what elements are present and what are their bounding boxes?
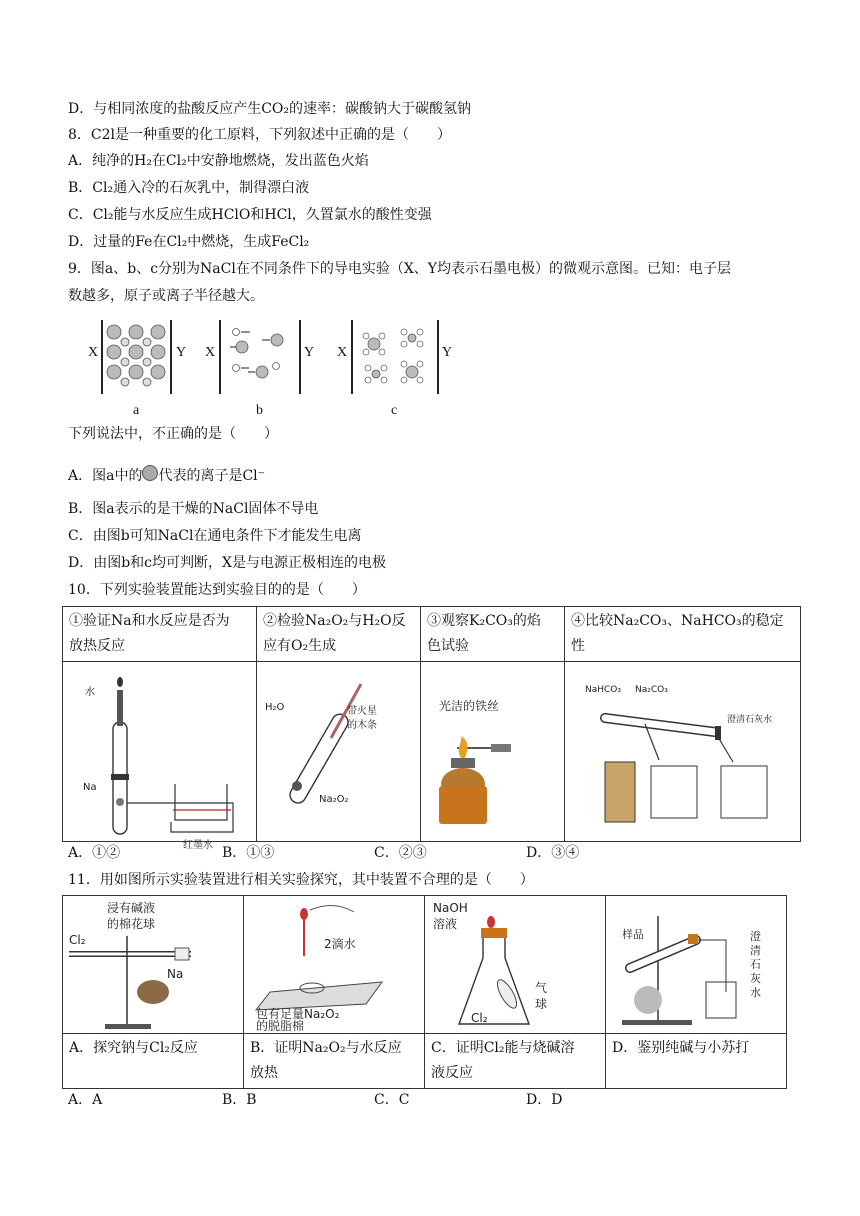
q10-fig-2 bbox=[257, 662, 420, 840]
q11-caption-a-line1: A．探究钠与Cl₂反应 bbox=[69, 1040, 198, 1056]
q9-option-c: C．由图b可知NaCl在通电条件下才能发生电离 bbox=[68, 528, 362, 544]
q11-label-wrap1: 包有足量Na₂O₂ bbox=[256, 1007, 340, 1021]
q9-option-a bbox=[68, 465, 265, 486]
q9-option-a-pre: A．图a中的 bbox=[68, 468, 143, 484]
q9-option-d: D．由图b和c均可判断，X是与电源正极相连的电极 bbox=[68, 555, 386, 571]
q10-header-1-line2: 放热反应 bbox=[69, 638, 125, 654]
q9-option-a-post: 代表的离子是Cl⁻ bbox=[158, 468, 266, 484]
q9-stem-line1: 9．图a、b、c分别为NaCl在不同条件下的导电实验（X、Y均表示石墨电极）的微观示意图。已知：电子层 bbox=[68, 261, 732, 277]
q11-stem: 11．用如图所示实验装置进行相关实验探究，其中装置不合理的是（ ） bbox=[68, 872, 534, 888]
q9-option-b: B．图a表示的是干燥的NaCl固体不导电 bbox=[68, 501, 319, 517]
q11-label-lime-3: 石 bbox=[750, 958, 761, 971]
q8-stem: 8．C2l是一种重要的化工原料，下列叙述中正确的是（ ） bbox=[68, 127, 452, 143]
q11-label-na: Na bbox=[167, 967, 184, 981]
q11-label-naoh1: NaOH bbox=[433, 901, 468, 915]
q9-stem-line2: 数越多，原子或离子半径越大。 bbox=[68, 288, 264, 304]
q10-label-splint2: 的木条 bbox=[347, 720, 377, 731]
q10-fig-1 bbox=[63, 662, 256, 851]
nacl-lattice bbox=[107, 325, 165, 386]
q10-header-3-line1: ③观察K₂CO₃的焰 bbox=[427, 613, 541, 629]
q8-option-b: B．Cl₂通入冷的石灰乳中，制得漂白液 bbox=[68, 180, 310, 196]
q10-answer-a: A．①② bbox=[68, 845, 121, 861]
q11-label-drops: 2滴水 bbox=[324, 937, 356, 951]
q9-fig-x-c: X bbox=[337, 345, 348, 360]
q11-label-lime-1: 澄 bbox=[750, 930, 761, 943]
q10-header-4-line2: 性 bbox=[571, 638, 585, 654]
q11-answer-a: A．A bbox=[68, 1092, 103, 1108]
q11-label-cotton1: 浸有碱液 bbox=[107, 901, 156, 915]
q9-fig-y-c: Y bbox=[442, 345, 453, 360]
q8-option-a: A．纯净的H₂在Cl₂中安静地燃烧，发出蓝色火焰 bbox=[68, 153, 369, 169]
q11-fig-b bbox=[244, 896, 424, 1032]
q11-label-balloon1: 气 bbox=[535, 981, 548, 995]
q10-label-na: Na bbox=[83, 782, 97, 793]
q11-label-lime-4: 灰 bbox=[750, 972, 761, 985]
q10-header-2-line1: ②检验Na₂O₂与H₂O反 bbox=[263, 613, 406, 629]
q11-label-lime-2: 清 bbox=[750, 944, 761, 957]
q11-label-cl2: Cl₂ bbox=[69, 933, 86, 947]
q11-label-sample: 样品 bbox=[622, 928, 644, 941]
q10-answer-b: B．①③ bbox=[222, 845, 275, 861]
ion-circle-icon bbox=[142, 465, 158, 481]
q9-fig-y-b: Y bbox=[304, 345, 315, 360]
q10-header-3-line2: 色试验 bbox=[427, 638, 469, 654]
q10-label-limewater: 澄清石灰水 bbox=[727, 715, 773, 725]
q10-label-na2co3: Na₂CO₃ bbox=[635, 685, 668, 695]
q10-label-splint1: 带火星 bbox=[347, 706, 377, 717]
q10-label-red-ink: 红墨水 bbox=[183, 840, 213, 851]
q9-figure bbox=[86, 314, 466, 422]
q11-answer-b: B．B bbox=[222, 1092, 257, 1108]
q11-answer-d: D．D bbox=[526, 1092, 563, 1108]
q11-answer-c: C．C bbox=[374, 1092, 410, 1108]
q11-label-cl2b: Cl₂ bbox=[471, 1011, 488, 1025]
q10-label-nahco3: NaHCO₃ bbox=[585, 685, 621, 695]
q11-label-balloon2: 球 bbox=[535, 997, 548, 1011]
q11-label-lime-5: 水 bbox=[750, 986, 761, 999]
q9-fig-x-a: X bbox=[88, 345, 99, 360]
q10-fig-4 bbox=[565, 662, 800, 840]
q7-option-d: D．与相同浓度的盐酸反应产生CO₂的速率：碳酸钠大于碳酸氢钠 bbox=[68, 101, 472, 117]
q11-fig-a bbox=[63, 896, 243, 1032]
q9-fig-a-label: a bbox=[133, 403, 140, 418]
q11-caption-c-line1: C．证明Cl₂能与烧碱溶 bbox=[431, 1040, 575, 1056]
q11-caption-c-line2: 液反应 bbox=[431, 1065, 473, 1081]
q10-table bbox=[62, 606, 801, 851]
q9-fig-y-a: Y bbox=[176, 345, 187, 360]
q10-answer-d: D．③④ bbox=[526, 845, 580, 861]
q10-label-h2o: H₂O bbox=[265, 702, 285, 713]
q11-table bbox=[62, 895, 787, 1089]
q10-label-water: 水 bbox=[85, 687, 95, 698]
q10-header-2-line2: 应有O₂生成 bbox=[263, 638, 337, 654]
q10-header-4-line1: ④比较Na₂CO₃、NaHCO₃的稳定 bbox=[571, 613, 784, 629]
q11-caption-b-line2: 放热 bbox=[250, 1065, 278, 1081]
q10-label-na2o2: Na₂O₂ bbox=[319, 794, 349, 805]
q10-fig-3 bbox=[421, 662, 564, 840]
q11-label-naoh2: 溶液 bbox=[433, 917, 458, 931]
q10-header-1-line1: ①验证Na和水反应是否为 bbox=[69, 613, 230, 629]
q9-ask: 下列说法中，不正确的是（ ） bbox=[68, 426, 278, 442]
q11-label-wrap2: 的脱脂棉 bbox=[256, 1019, 305, 1033]
q9-fig-c-label: c bbox=[391, 403, 398, 418]
q11-fig-d bbox=[606, 896, 786, 1032]
q11-caption-d-line1: D．鉴别纯碱与小苏打 bbox=[612, 1040, 750, 1056]
q9-fig-b-label: b bbox=[256, 403, 263, 418]
q11-caption-b-line1: B．证明Na₂O₂与水反应 bbox=[250, 1040, 402, 1056]
q9-fig-x-b: X bbox=[205, 345, 216, 360]
q8-option-d: D．过量的Fe在Cl₂中燃烧，生成FeCl₂ bbox=[68, 234, 310, 250]
q10-stem: 10．下列实验装置能达到实验目的的是（ ） bbox=[68, 582, 366, 598]
q11-label-cotton2: 的棉花球 bbox=[107, 917, 156, 931]
q8-option-c: C．Cl₂能与水反应生成HClO和HCl，久置氯水的酸性变强 bbox=[68, 207, 432, 223]
q11-fig-c bbox=[425, 896, 605, 1032]
q10-answer-c: C．②③ bbox=[374, 845, 427, 861]
q10-label-iron-wire: 光洁的铁丝 bbox=[439, 699, 500, 713]
